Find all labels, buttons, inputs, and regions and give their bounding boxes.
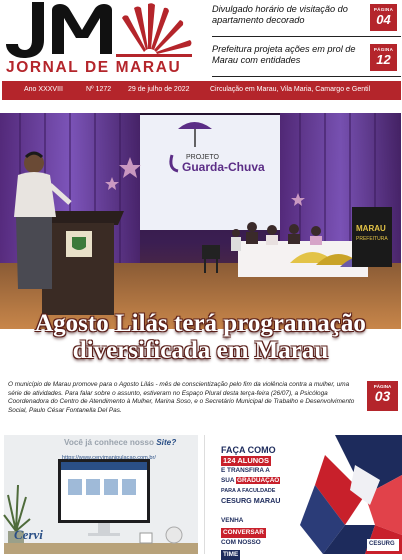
ad-cervi-url[interactable]: https://www.cervimanipulacao.com.br/ — [62, 455, 156, 461]
ad-cesurg[interactable] — [204, 435, 402, 558]
book-fan-icon — [122, 3, 192, 54]
headline-line-2: diversificada em Marau — [72, 337, 329, 364]
svg-text:MARAU: MARAU — [356, 224, 386, 233]
teaser-apartment[interactable] — [212, 0, 401, 37]
teaser-prefeitura[interactable] — [212, 40, 401, 77]
ad-cesurg-copy: FAÇA COMO 124 ALUNOS E TRANSFIRA A SUA GRADUAÇÃO PARA A FACULDADE CESURG MARAU VENHA CONVERSAR COM NOSSO TIME — [221, 445, 281, 558]
headline-line-1: Agosto Lilás terá programação — [35, 310, 366, 337]
page-badge: PÁGINA 03 — [367, 381, 398, 411]
geometric-pattern-icon — [300, 435, 402, 554]
masthead-title: JORNAL DE MARAU — [6, 59, 182, 76]
ad-cervi[interactable] — [4, 435, 198, 554]
edition-year: Ano XXXVIII — [24, 86, 63, 93]
article-summary: O município de Marau promove para o Agosto Lilás - mês de conscientização pelo fim da violência contra a mulher, uma série de atividades. Para falar sobre o assunto, estiveram no Espaço Plural desta terça-feira (26/07), a Psicóloga Coordenadora do Centro de Atendimento à Mulher, Marina Soso, e o Secretário Municipal de Trabalho e Desenvolvimento Social, Paulo César Fontanella Del Pas. — [8, 381, 355, 414]
main-photo[interactable] — [0, 113, 401, 329]
teaser-text: Divulgado horário de visitação do apartamento decorado — [212, 4, 348, 25]
page-badge: PÁGINA 12 — [370, 44, 397, 71]
logo-mark — [4, 0, 194, 64]
svg-text:Guarda-Chuva: Guarda-Chuva — [182, 160, 265, 174]
svg-text:PREFEITURA: PREFEITURA — [356, 236, 388, 242]
svg-text:PROJETO: PROJETO — [186, 154, 219, 161]
ad-cesurg-brand: CESURG — [369, 541, 395, 547]
edition-date: 29 de julho de 2022 — [128, 86, 190, 93]
ad-cervi-brand: Cervi — [14, 527, 43, 542]
page-badge: PÁGINA 04 — [370, 4, 397, 31]
main-headline[interactable] — [0, 310, 401, 364]
logo-j — [6, 2, 44, 58]
edition-info-bar — [2, 81, 401, 100]
logo-m — [52, 4, 112, 54]
circulation-area: Circulação em Marau, Vila Maria, Camargo e Gentil — [210, 86, 371, 93]
edition-number: Nº 1272 — [86, 86, 112, 93]
teaser-text: Prefeitura projeta ações em prol de Marau com entidades — [212, 44, 356, 65]
ad-cervi-heading: Você já conhece nosso Site? — [64, 438, 177, 447]
